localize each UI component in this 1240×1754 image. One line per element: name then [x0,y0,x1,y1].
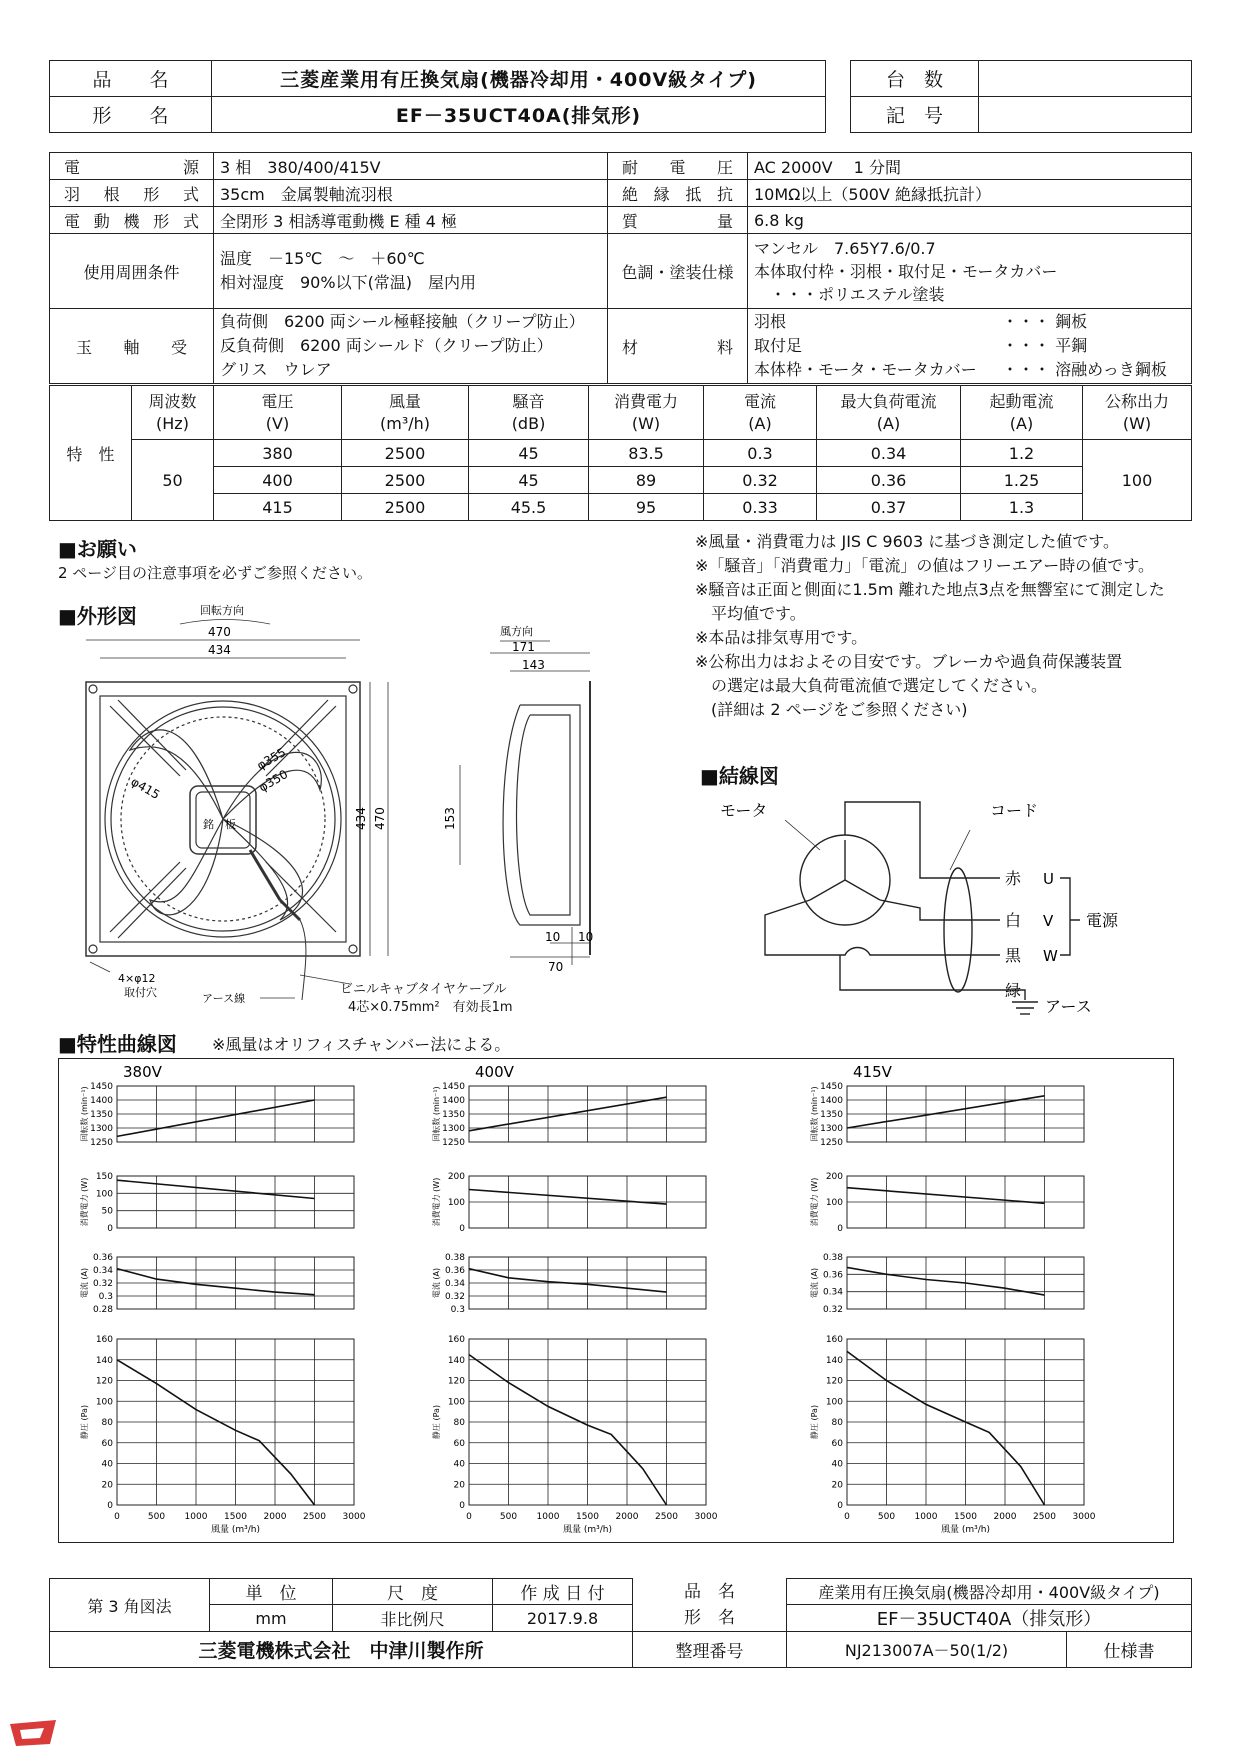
chart-y-tick-label: 1350 [820,1110,843,1120]
bearing-label: 玉 軸 受 [50,309,214,384]
perf-cell: 400 [214,467,342,494]
kigo-label: 記 号 [851,97,979,133]
footer-name-labels [633,1579,787,1632]
seiri-label: 整理番号 [633,1632,787,1668]
chart-y-axis-label: 消費電力 (W) [80,1177,89,1227]
perf-cell: 1.2 [961,440,1083,467]
chart-y-tick-label: 0.3 [98,1292,113,1302]
perf-header: 電流 (A) [704,386,817,440]
chart-series-line [117,1180,315,1198]
chart-y-tick-label: 100 [95,1189,113,1200]
terminal-v: V [1043,912,1054,930]
date-label: 作 成 日 付 [493,1579,633,1605]
perf-cell: 2500 [342,440,469,467]
onegai-title: ■お願い [58,537,137,561]
dim-434-vertical: 434 [354,807,368,830]
chart-y-tick-label: 120 [447,1376,465,1387]
side-view-drawing [440,625,610,975]
chart-y-tick-label: 0.32 [444,1292,465,1302]
chart-series-line [117,1360,315,1505]
perf-cell: 0.34 [817,440,961,467]
chart-y-tick-label: 0.32 [822,1305,843,1315]
dim-470: 470 [208,625,231,639]
seiri-value: NJ213007A－50(1/2) [787,1632,1067,1668]
wire-red: 赤 [1005,869,1022,888]
chart-y-tick-label: 100 [447,1397,465,1408]
chart-y-tick-label: 0.38 [444,1253,465,1263]
projection-method: 第 3 角図法 [50,1579,210,1632]
perf-label: 特 性 [50,386,132,521]
onegai-text: 2 ページ目の注意事項を必ずご参照ください。 [58,564,373,582]
chart-y-tick-label: 200 [447,1172,465,1182]
chart-x-axis-label: 風量 (m³/h) [211,1525,260,1535]
wire-white: 白 [1005,911,1022,930]
chart-y-axis-label: 電流 (A) [432,1267,441,1299]
dim-143: 143 [522,658,545,672]
chart-y-tick-label: 140 [95,1355,113,1366]
chart-y-tick-label: 0 [837,1224,843,1234]
curve-section-note: ※風量はオリフィスチャンバー法による。 [212,1035,511,1054]
chart-y-tick-label: 60 [831,1438,843,1449]
chart-y-tick-label: 1400 [820,1096,843,1106]
chart-x-tick-label: 3000 [342,1512,366,1522]
chart-y-tick-label: 0.3 [450,1305,465,1315]
hinmei-label: 品 名 [50,61,212,97]
chart-x-tick-label: 2000 [993,1512,1017,1522]
chart-y-tick-label: 1350 [442,1110,465,1120]
chart-y-axis-label: 静圧 (Pa) [80,1404,89,1440]
chart-y-tick-label: 0 [107,1224,113,1234]
env-line: 相対湿度 90%以下(常温) 屋内用 [220,273,477,292]
gaikei-title: ■外形図 [58,604,137,628]
perf-cell: 0.3 [704,440,817,467]
chart-y-tick-label: 80 [101,1418,113,1428]
perf-cell: 45.5 [469,494,589,521]
rotation-label: 回転方向 [200,604,244,617]
notes-block [695,530,1165,722]
chart-series-line [469,1355,667,1505]
chart-x-tick-label: 2500 [303,1512,326,1522]
wiring-title: ■結線図 [700,764,779,788]
chart-y-tick-label: 1400 [90,1096,113,1106]
chart-x-tick-label: 1000 [536,1512,560,1522]
wiring-diagram [700,790,1190,1040]
chart-y-tick-label: 120 [825,1376,843,1387]
cable-sub-label: 4芯×0.75mm² 有効長1m [348,1000,513,1015]
chart-y-tick-label: 140 [447,1355,465,1366]
perf-cell: 1.25 [961,467,1083,494]
perf-cell: 0.32 [704,467,817,494]
chart-y-tick-label: 1300 [820,1124,843,1134]
chart-y-tick-label: 0.38 [822,1253,843,1263]
footer-table [49,1578,1192,1668]
chart-y-tick-label: 0 [837,1501,843,1511]
doc-type: 仕様書 [1067,1632,1192,1668]
perf-header: 消費電力 (W) [589,386,704,440]
chart-title: 415V [853,1063,892,1081]
dim-153: 153 [443,807,457,830]
chart-x-tick-label: 3000 [694,1512,718,1522]
chart-y-tick-label: 160 [825,1335,843,1345]
chart-y-tick-label: 40 [101,1459,113,1470]
chart-y-tick-label: 60 [453,1438,465,1449]
unit-label: 単 位 [210,1579,333,1605]
dim-d350: φ350 [256,767,291,795]
chart-y-tick-label: 20 [831,1480,843,1491]
perf-cell: 45 [469,467,589,494]
chart-y-tick-label: 160 [447,1335,465,1345]
spec-label: 絶縁抵抗 [608,180,748,207]
chart-y-tick-label: 1350 [90,1110,113,1120]
chart-y-tick-label: 0.28 [92,1305,113,1315]
chart-y-tick-label: 1300 [90,1124,113,1134]
spec-label: 耐 電 圧 [608,153,748,180]
power-label: 電源 [1086,911,1119,930]
rotation-arrow [180,620,270,625]
dim-171: 171 [512,640,535,654]
note-line: ※本品は排気専用です。 [695,628,868,647]
daisu-label: 台 数 [851,61,979,97]
holes-sub-label: 取付穴 [124,986,157,999]
nameplate-label: 銘 板 [203,818,236,831]
chart-x-tick-label: 1500 [954,1512,977,1522]
chart-x-axis-label: 風量 (m³/h) [563,1525,612,1535]
perf-cell: 0.33 [704,494,817,521]
spec-value: 3 相 380/400/415V [214,153,608,180]
chart-y-tick-label: 1450 [820,1082,843,1092]
terminal-u: U [1043,870,1054,888]
wire-black: 黒 [1005,946,1022,965]
dim-434: 434 [208,643,231,657]
chart-y-tick-label: 0.36 [822,1270,843,1281]
dim-470-vertical: 470 [373,807,387,830]
product-name: 三菱産業用有圧換気扇(機器冷却用・400V級タイプ) [212,61,826,97]
perf-header: 最大負荷電流 (A) [817,386,961,440]
chart-x-tick-label: 1500 [224,1512,247,1522]
dim-70: 70 [548,960,564,974]
curve-section-title: ■特性曲線図 [58,1032,177,1056]
spec-label: 質 量 [608,207,748,234]
chart-y-tick-label: 20 [101,1480,113,1491]
chart-y-axis-label: 電流 (A) [810,1267,819,1299]
chart-title: 380V [123,1063,162,1081]
note-line: ※「騒音」「消費電力」「電流」の値はフリーエアー時の値です。 [695,556,1155,575]
front-view-drawing [70,600,450,1020]
chart-y-tick-label: 1250 [90,1138,113,1148]
spec-label: 電 源 [50,153,214,180]
curve-frame [58,1058,1174,1543]
chart-y-axis-label: 回転数 (min⁻¹) [432,1086,441,1142]
chart-y-tick-label: 40 [453,1459,465,1470]
note-line: (詳細は 2 ページをご参照ください) [695,700,968,719]
chart-x-tick-label: 1000 [914,1512,938,1522]
chart-title: 400V [475,1063,514,1081]
earth-wire-label: アース線 [202,992,246,1005]
dim-d415: φ415 [128,774,163,803]
chart-y-tick-label: 0.34 [822,1287,843,1298]
material-row: 羽根 ・・・ 鋼板 [754,312,1088,331]
perf-cell: 45 [469,440,589,467]
cord-label: コード [990,801,1039,820]
chart-y-tick-label: 150 [95,1172,113,1182]
chart-y-tick-label: 100 [447,1198,465,1208]
corner-logo-icon [6,1718,60,1748]
note-line: ※騒音は正面と側面に1.5m 離れた地点3点を無響室にて測定した [695,580,1165,599]
perf-cell: 2500 [342,467,469,494]
spec-value: 35cm 金属製軸流羽根 [214,180,608,207]
dim-10-right: 10 [578,930,594,944]
perf-header: 電圧 (V) [214,386,342,440]
perf-header: 公称出力 (W) [1083,386,1192,440]
env-conditions [214,234,608,309]
kigo-value [979,97,1192,133]
chart-series-line [117,1269,315,1295]
dim-10-left: 10 [545,930,561,944]
spec-table [49,152,1192,384]
chart-y-tick-label: 80 [453,1418,465,1428]
env-line: 温度 －15℃ ～ ＋60℃ [220,249,425,268]
chart-series-line [847,1351,1045,1505]
chart-x-tick-label: 3000 [1072,1512,1096,1522]
chart-series-line [847,1096,1045,1128]
chart-y-tick-label: 0.34 [92,1266,113,1276]
bearing-line: グリス ウレア [220,360,332,379]
chart-y-tick-label: 50 [101,1206,113,1217]
color-line: マンセル 7.65Y7.6/0.7 [754,238,936,258]
bearing-line: 負荷側 6200 両シール極軽接触（クリープ防止） [220,312,585,331]
chart-x-tick-label: 500 [877,1512,896,1522]
env-label: 使用周囲条件 [50,234,214,309]
footer-product-name: 産業用有圧換気扇(機器冷却用・400V級タイプ) [787,1579,1192,1605]
chart-y-tick-label: 0 [459,1224,465,1234]
wire-green: 緑 [1005,981,1022,1000]
perf-cell: 0.36 [817,467,961,494]
chart-y-tick-label: 200 [825,1172,843,1182]
chart-y-tick-label: 100 [95,1397,113,1408]
chart-y-tick-label: 20 [453,1480,465,1491]
chart-y-tick-label: 140 [825,1355,843,1366]
chart-x-tick-label: 500 [147,1512,166,1522]
chart-y-tick-label: 1400 [442,1096,465,1106]
material-spec [748,309,1192,384]
chart-series-line [847,1188,1045,1204]
perf-header: 騒音 (dB) [469,386,589,440]
chart-y-tick-label: 100 [825,1397,843,1408]
footer-hinmei-label: 品 名 [684,1581,735,1602]
perf-cell: 1.3 [961,494,1083,521]
motor-label: モータ [720,801,768,820]
chart-x-tick-label: 2500 [1033,1512,1056,1522]
chart-x-tick-label: 2000 [615,1512,639,1522]
perf-header: 風量 (m³/h) [342,386,469,440]
scale-value: 非比例尺 [333,1605,493,1632]
footer-katamei-label: 形 名 [684,1607,735,1628]
chart-x-tick-label: 0 [114,1512,120,1522]
chart-y-tick-label: 1250 [442,1138,465,1148]
bearing-spec [214,309,608,384]
material-row: 本体枠・モータ・モータカバー ・・・ 溶融めっき鋼板 [754,360,1167,379]
chart-series-line [117,1100,315,1136]
chart-series-line [469,1269,667,1292]
chart-y-tick-label: 0.36 [92,1253,113,1263]
terminal-w: W [1043,947,1058,965]
color-line: ・・・ポリエステル塗装 [754,284,945,304]
chart-y-tick-label: 40 [831,1459,843,1470]
spec-value: 全閉形 3 相誘導電動機 E 種 4 極 [214,207,608,234]
chart-y-tick-label: 160 [95,1335,113,1345]
spec-label: 羽根形式 [50,180,214,207]
perf-freq: 50 [132,440,214,521]
perf-cell: 95 [589,494,704,521]
model-name: EF－35UCT40A(排気形) [212,97,826,133]
chart-series-line [847,1267,1045,1295]
perf-cell: 415 [214,494,342,521]
performance-table [49,385,1192,521]
spec-value: AC 2000V 1 分間 [748,153,1192,180]
chart-y-axis-label: 消費電力 (W) [432,1177,441,1227]
chart-y-axis-label: 回転数 (min⁻¹) [80,1086,89,1142]
chart-y-tick-label: 1300 [442,1124,465,1134]
wind-direction-label: 風方向 [500,625,533,638]
chart-x-tick-label: 0 [844,1512,850,1522]
perf-header: 起動電流 (A) [961,386,1083,440]
color-line: 本体取付枠・羽根・取付足・モータカバー [754,261,1058,281]
header-table [49,60,826,133]
chart-y-tick-label: 1250 [820,1138,843,1148]
spec-value: 6.8 kg [748,207,1192,234]
chart-y-tick-label: 80 [831,1418,843,1428]
note-line: ※公称出力はおよその目安です。ブレーカや過負荷保護装置 [695,652,1123,671]
chart-y-tick-label: 0.34 [444,1279,465,1289]
perf-cell: 2500 [342,494,469,521]
note-line: ※風量・消費電力は JIS C 9603 に基づき測定した値です。 [695,532,1119,551]
chart-y-tick-label: 120 [95,1376,113,1387]
perf-cell: 0.37 [817,494,961,521]
note-line: の選定は最大負荷電流値で選定してください。 [695,676,1048,695]
daisu-value [979,61,1192,97]
chart-y-tick-label: 1450 [90,1082,113,1092]
chart-y-axis-label: 回転数 (min⁻¹) [810,1086,819,1142]
unit-value: mm [210,1605,333,1632]
spec-label: 電動機形式 [50,207,214,234]
chart-y-tick-label: 0.36 [444,1266,465,1276]
color-label: 色調・塗装仕様 [608,234,748,309]
chart-y-axis-label: 静圧 (Pa) [810,1404,819,1440]
material-row: 取付足 ・・・ 平鋼 [754,336,1088,355]
katamei-label: 形 名 [50,97,212,133]
chart-y-axis-label: 静圧 (Pa) [432,1404,441,1440]
holes-label: 4×φ12 [118,972,156,985]
perf-cell: 83.5 [589,440,704,467]
characteristic-charts [59,1059,1173,1542]
chart-y-axis-label: 消費電力 (W) [810,1177,819,1227]
chart-x-tick-label: 2000 [263,1512,287,1522]
material-label: 材 料 [608,309,748,384]
chart-y-tick-label: 60 [101,1438,113,1449]
header-side-table [850,60,1192,133]
date-value: 2017.9.8 [493,1605,633,1632]
chart-x-tick-label: 1000 [184,1512,208,1522]
chart-y-tick-label: 1450 [442,1082,465,1092]
earth-label: アース [1045,997,1092,1016]
cable-label: ビニルキャブタイヤケーブル [340,982,507,997]
color-spec [748,234,1192,309]
chart-y-tick-label: 0 [107,1501,113,1511]
chart-y-tick-label: 0.32 [92,1279,113,1289]
footer-model-name: EF－35UCT40A（排気形） [787,1605,1192,1632]
chart-y-axis-label: 電流 (A) [80,1267,89,1299]
perf-cell: 89 [589,467,704,494]
chart-x-tick-label: 2500 [655,1512,678,1522]
perf-header: 周波数 (Hz) [132,386,214,440]
chart-x-axis-label: 風量 (m³/h) [941,1525,990,1535]
chart-y-tick-label: 100 [825,1198,843,1208]
dim-d355: φ355 [254,745,289,773]
perf-output: 100 [1083,440,1192,521]
scale-label: 尺 度 [333,1579,493,1605]
note-line: 平均値です。 [695,604,806,623]
chart-x-tick-label: 0 [466,1512,472,1522]
bearing-line: 反負荷側 6200 両シールド（クリープ防止） [220,336,553,355]
chart-x-tick-label: 1500 [576,1512,599,1522]
chart-y-tick-label: 0 [459,1501,465,1511]
company-name: 三菱電機株式会社 中津川製作所 [50,1632,633,1668]
chart-x-tick-label: 500 [499,1512,518,1522]
spec-value: 10MΩ以上（500V 絶縁抵抗計） [748,180,1192,207]
perf-cell: 380 [214,440,342,467]
